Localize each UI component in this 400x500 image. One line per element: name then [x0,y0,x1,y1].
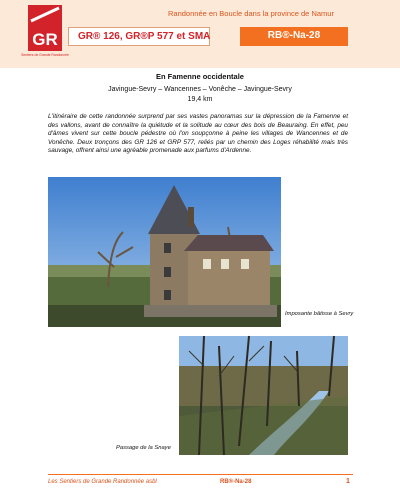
footer-divider [48,474,353,475]
stream-photo [179,336,348,455]
gr-logo [21,5,69,57]
castle-photo [48,177,281,327]
footer-organization: Les Sentiers de Grande Randonnée asbl [48,479,157,485]
reference-badge: RB®-Na-28 [240,27,348,46]
svg-text:GR: GR [32,30,58,49]
footer-reference: RB®-Na-28 [220,479,252,485]
intro-paragraph: L'itinéraire de cette randonnée surprend par ses vastes panoramas sur la dépression de la Famenne et des vallons, avant de connaître la quiétude et la solitude au cœur des bois de Beauraing. En effet, peu d'âmes vivent sur cette boucle pédestre où l'on soupçonne à peine les villages de Wancennes et de Vonêche. Deux tronçons des GR 126 et GRP 577, reliés par un chemin des Loges réhabilité mais très sauvage, offrent ainsi une agréable promenade aux parfums d'Ardenne. [48,113,348,155]
photo-caption-castle: Imposante bâtisse à Sevry [285,311,354,317]
svg-text:Sentiers de Grande Randonnée: Sentiers de Grande Randonnée [21,53,69,57]
route-line: Javingue-Sevry – Wancennes – Vonêche – Javingue-Sevry [108,86,292,93]
page-number: 1 [346,478,350,485]
photo-caption-stream: Passage de la Snaye [116,445,171,451]
header-subtitle: Randonnée en Boucle dans la province de Namur [168,9,334,18]
page-header [0,0,400,68]
distance-label: 19,4 km [187,96,213,103]
routes-label: GR® 126, GR®P 577 et SMA [68,27,210,46]
page-title: En Famenne occidentale [156,72,244,81]
